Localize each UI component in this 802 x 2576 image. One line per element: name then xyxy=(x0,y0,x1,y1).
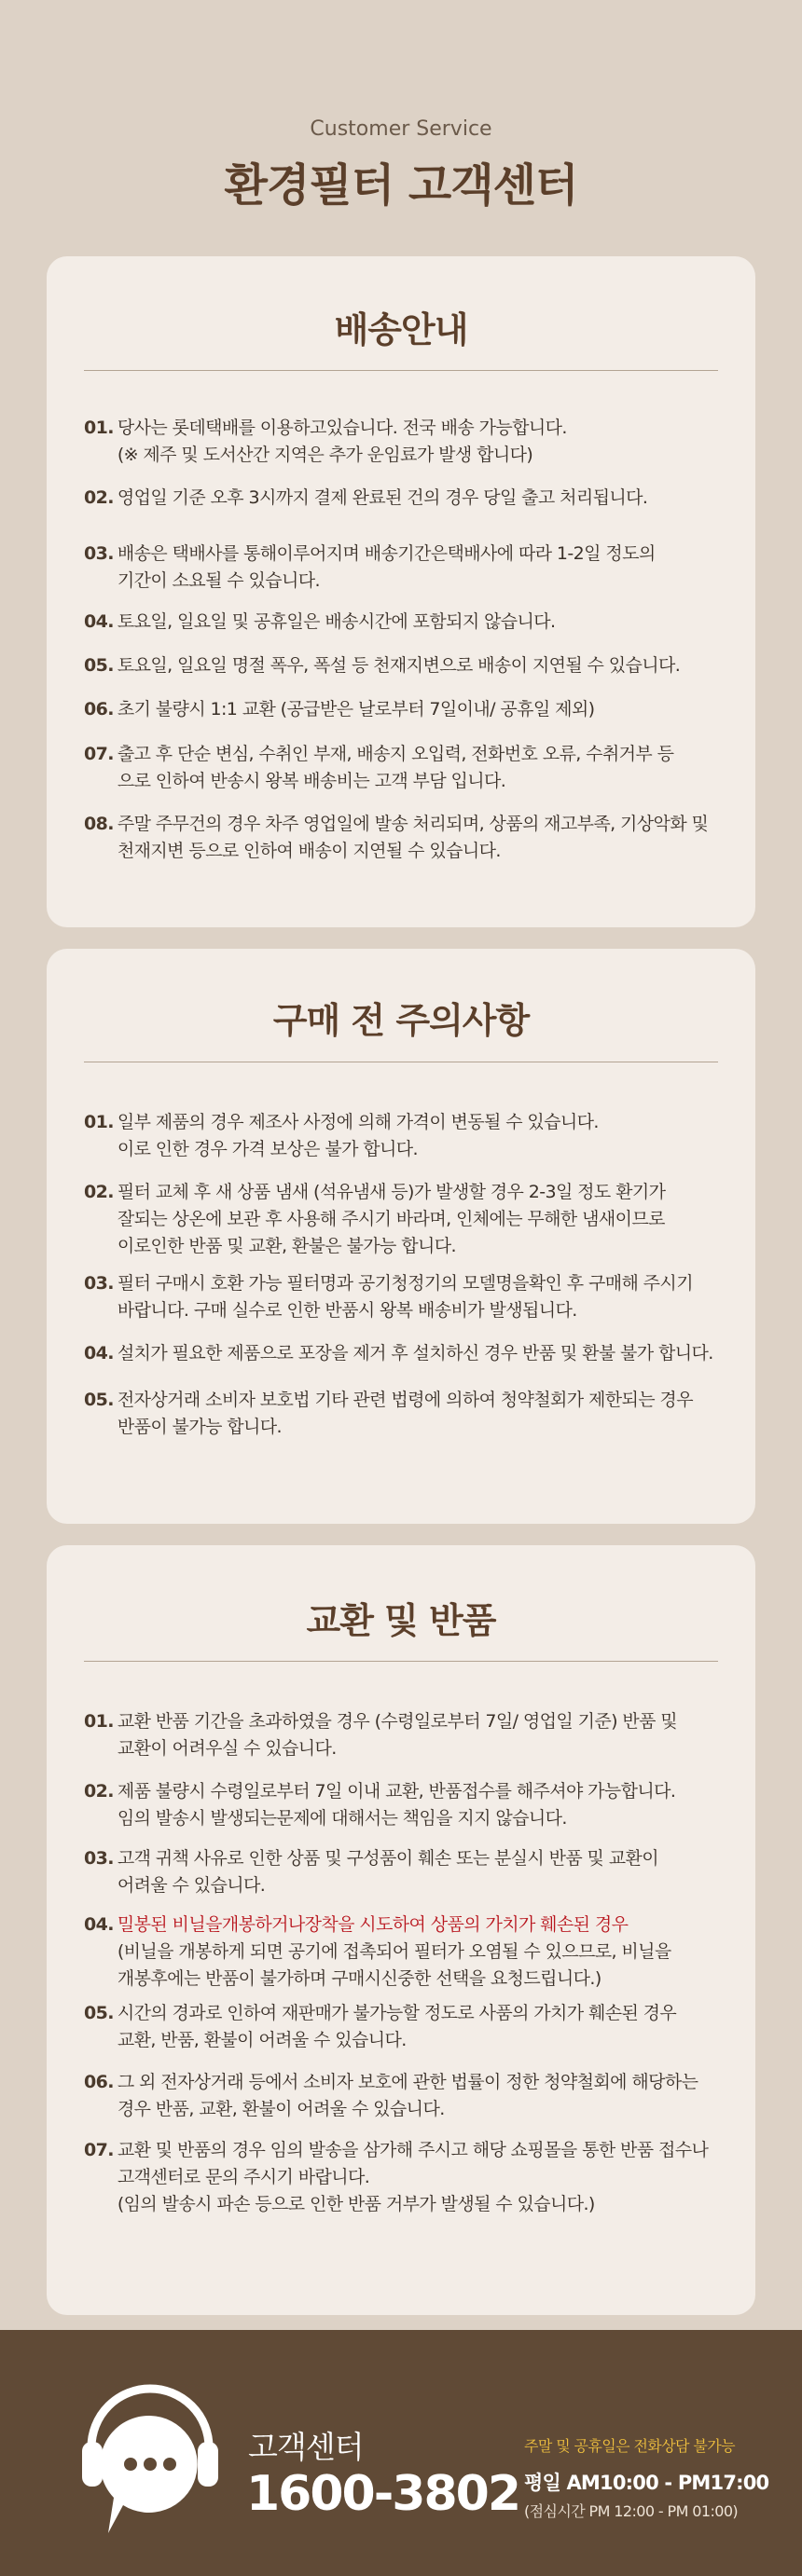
item-line: 설치가 필요한 제품으로 포장을 제거 후 설치하신 경우 반품 및 환불 불가 합니다. xyxy=(117,1343,713,1363)
list-item xyxy=(84,1179,727,1260)
section-before-purchase xyxy=(47,949,755,1524)
item-line: 고객센터로 문의 주시기 바랍니다. xyxy=(117,2167,370,2187)
lunch-break: (점심시간 PM 12:00 - PM 01:00) xyxy=(524,2502,739,2520)
item-line: 반품이 불가능 합니다. xyxy=(117,1417,282,1437)
item-number: 06. xyxy=(84,2072,114,2092)
item-number: 05. xyxy=(84,1390,114,1410)
list-item xyxy=(84,2000,727,2054)
section-title: 교환 및 반품 xyxy=(306,1600,496,1641)
item-number: 03. xyxy=(84,543,114,564)
item-line: 밀봉된 비닐을개봉하거나장착을 시도하여 상품의 가치가 훼손된 경우 xyxy=(117,1914,629,1935)
list-item xyxy=(84,1708,727,1762)
item-line: 토요일, 일요일 및 공휴일은 배송시간에 포함되지 않습니다. xyxy=(117,611,556,632)
item-number: 07. xyxy=(84,2140,114,2160)
item-line: 잘되는 상온에 보관 후 사용해 주시기 바라며, 인체에는 무해한 냄새이므로 xyxy=(117,1209,665,1229)
item-number: 01. xyxy=(84,1112,114,1132)
item-number: 04. xyxy=(84,1914,114,1935)
item-text xyxy=(118,485,727,512)
list-item xyxy=(84,1911,727,1993)
item-line: (비닐을 개봉하게 되면 공기에 접촉되어 필터가 오염될 수 있으므로, 비닐을 xyxy=(117,1941,671,1962)
list-item xyxy=(84,2069,727,2123)
item-line: 이로 인한 경우 가격 보상은 불가 합니다. xyxy=(117,1139,419,1159)
item-text xyxy=(118,1778,727,1832)
item-line: 교환, 반품, 환불이 어려울 수 있습니다. xyxy=(117,2030,407,2050)
item-number: 01. xyxy=(84,418,114,438)
list-item xyxy=(84,1845,727,1899)
item-number: 02. xyxy=(84,1781,114,1802)
item-line: 기간이 소요될 수 있습니다. xyxy=(117,570,320,591)
list-item xyxy=(84,652,727,679)
list-item xyxy=(84,741,727,795)
phone-number[interactable]: 1600-3802 xyxy=(246,2466,520,2522)
item-text xyxy=(118,415,727,469)
item-line: 배송은 택배사를 통해이루어지며 배송기간은택배사에 따라 1-2일 정도의 xyxy=(117,543,656,564)
weekend-notice: 주말 및 공휴일은 전화상담 불가능 xyxy=(524,2437,735,2455)
item-text xyxy=(118,2069,727,2123)
item-number: 06. xyxy=(84,699,114,719)
business-hours: 평일 AM10:00 - PM17:00 xyxy=(524,2472,769,2494)
item-line: 경우 반품, 교환, 환불이 어려울 수 있습니다. xyxy=(117,2099,445,2119)
item-line: 시간의 경과로 인하여 재판매가 불가능할 정도로 사품의 가치가 훼손된 경우 xyxy=(117,2003,677,2023)
section-divider xyxy=(84,1661,718,1662)
item-number: 08. xyxy=(84,814,114,834)
item-line: 이로인한 반품 및 교환, 환불은 불가능 합니다. xyxy=(117,1236,456,1256)
page-header xyxy=(0,0,802,252)
item-line: 고객 귀책 사유로 인한 상품 및 구성품이 훼손 또는 분실시 반품 및 교환이 xyxy=(117,1848,659,1869)
list-item xyxy=(84,485,727,512)
item-line: 주말 주무건의 경우 차주 영업일에 발송 처리되며, 상품의 재고부족, 기상악화 및 xyxy=(117,814,709,834)
item-line: 영업일 기준 오후 3시까지 결제 완료된 건의 경우 당일 출고 처리됩니다. xyxy=(117,487,648,508)
item-line: 교환이 어려우실 수 있습니다. xyxy=(117,1738,337,1759)
item-number: 03. xyxy=(84,1273,114,1294)
item-text xyxy=(118,541,727,595)
item-text xyxy=(118,2137,727,2218)
item-line: 어려울 수 있습니다. xyxy=(117,1875,266,1896)
section-title: 배송안내 xyxy=(334,309,468,350)
item-number: 03. xyxy=(84,1848,114,1869)
list-item xyxy=(84,1778,727,1832)
item-number: 02. xyxy=(84,1182,114,1202)
list-item xyxy=(84,415,727,469)
item-line: 토요일, 일요일 명절 폭우, 폭설 등 천재지변으로 배송이 지연될 수 있습니다. xyxy=(117,655,681,676)
item-number: 05. xyxy=(84,655,114,676)
item-line: 당사는 롯데택배를 이용하고있습니다. 전국 배송 가능합니다. xyxy=(117,418,567,438)
item-line: 천재지변 등으로 인하여 배송이 지연될 수 있습니다. xyxy=(117,841,501,861)
item-line: 제품 불량시 수령일로부터 7일 이내 교환, 반품접수를 해주셔야 가능합니다. xyxy=(117,1781,676,1802)
section-shipping xyxy=(47,256,755,927)
item-line: 초기 불량시 1:1 교환 (공급받은 날로부터 7일이내/ 공휴일 제외) xyxy=(117,699,595,719)
item-number: 02. xyxy=(84,487,114,508)
item-text xyxy=(118,1387,727,1441)
item-number: 05. xyxy=(84,2003,114,2023)
section-divider xyxy=(84,370,718,371)
section-exchange-return xyxy=(47,1545,755,2315)
item-number: 01. xyxy=(84,1711,114,1732)
item-line: 교환 반품 기간을 초과하였을 경우 (수령일로부터 7일/ 영업일 기준) 반품 및 xyxy=(117,1711,678,1732)
item-line: 임의 발송시 발생되는문제에 대해서는 책임을 지지 않습니다. xyxy=(117,1808,567,1829)
list-item xyxy=(84,541,727,595)
section-title: 구매 전 주의사항 xyxy=(272,1000,530,1041)
page-subtitle: Customer Service xyxy=(310,117,492,141)
item-text xyxy=(118,652,727,679)
customer-center-footer xyxy=(0,2330,802,2576)
item-text xyxy=(118,2000,727,2054)
item-line: 으로 인하여 반송시 왕복 배송비는 고객 부담 입니다. xyxy=(117,771,506,791)
list-item xyxy=(84,1270,727,1324)
item-line: (임의 발송시 파손 등으로 인한 반품 거부가 발생될 수 있습니다.) xyxy=(117,2194,595,2214)
item-number: 04. xyxy=(84,1343,114,1363)
item-line: 필터 교체 후 새 상품 냄새 (석유냄새 등)가 발생할 경우 2-3일 정도 환기가 xyxy=(117,1182,666,1202)
list-item xyxy=(84,2137,727,2218)
item-line: 일부 제품의 경우 제조사 사정에 의해 가격이 변동될 수 있습니다. xyxy=(117,1112,599,1132)
list-item xyxy=(84,1109,727,1163)
page-title: 환경필터 고객센터 xyxy=(224,159,578,212)
item-text xyxy=(118,1911,727,1993)
item-line: 그 외 전자상거래 등에서 소비자 보호에 관한 법률이 정한 청약철회에 해당하는 xyxy=(117,2072,698,2092)
list-item xyxy=(84,1387,727,1441)
list-item xyxy=(84,696,727,723)
item-line: (※ 제주 및 도서산간 지역은 추가 운임료가 발생 합니다) xyxy=(117,445,533,465)
item-line: 전자상거래 소비자 보호법 기타 관련 법령에 의하여 청약철회가 제한되는 경우 xyxy=(117,1390,693,1410)
list-item xyxy=(84,609,727,636)
headset-chat-icon xyxy=(80,2367,220,2550)
item-text xyxy=(118,1179,727,1260)
item-line: 필터 구매시 호환 가능 필터명과 공기청정기의 모델명을확인 후 구매해 주시기 xyxy=(117,1273,693,1294)
item-text xyxy=(118,1340,727,1367)
item-line: 바랍니다. 구매 실수로 인한 반품시 왕복 배송비가 발생됩니다. xyxy=(117,1300,577,1321)
item-text xyxy=(118,609,727,636)
item-number: 07. xyxy=(84,744,114,764)
item-text xyxy=(118,1708,727,1762)
list-item xyxy=(84,1340,727,1367)
item-line: 교환 및 반품의 경우 임의 발송을 삼가해 주시고 해당 쇼핑몰을 통한 반품 접수나 xyxy=(117,2140,709,2160)
item-text xyxy=(118,696,727,723)
item-line: 출고 후 단순 변심, 수취인 부재, 배송지 오입력, 전화번호 오류, 수취거부 등 xyxy=(117,744,674,764)
item-number: 04. xyxy=(84,611,114,632)
item-text xyxy=(118,811,727,865)
item-text xyxy=(118,1845,727,1899)
item-text xyxy=(118,741,727,795)
item-line: 개봉후에는 반품이 불가하며 구매시신중한 선택을 요청드립니다.) xyxy=(117,1968,602,1989)
item-text xyxy=(118,1109,727,1163)
customer-center-label: 고객센터 xyxy=(248,2429,364,2465)
item-text xyxy=(118,1270,727,1324)
list-item xyxy=(84,811,727,865)
